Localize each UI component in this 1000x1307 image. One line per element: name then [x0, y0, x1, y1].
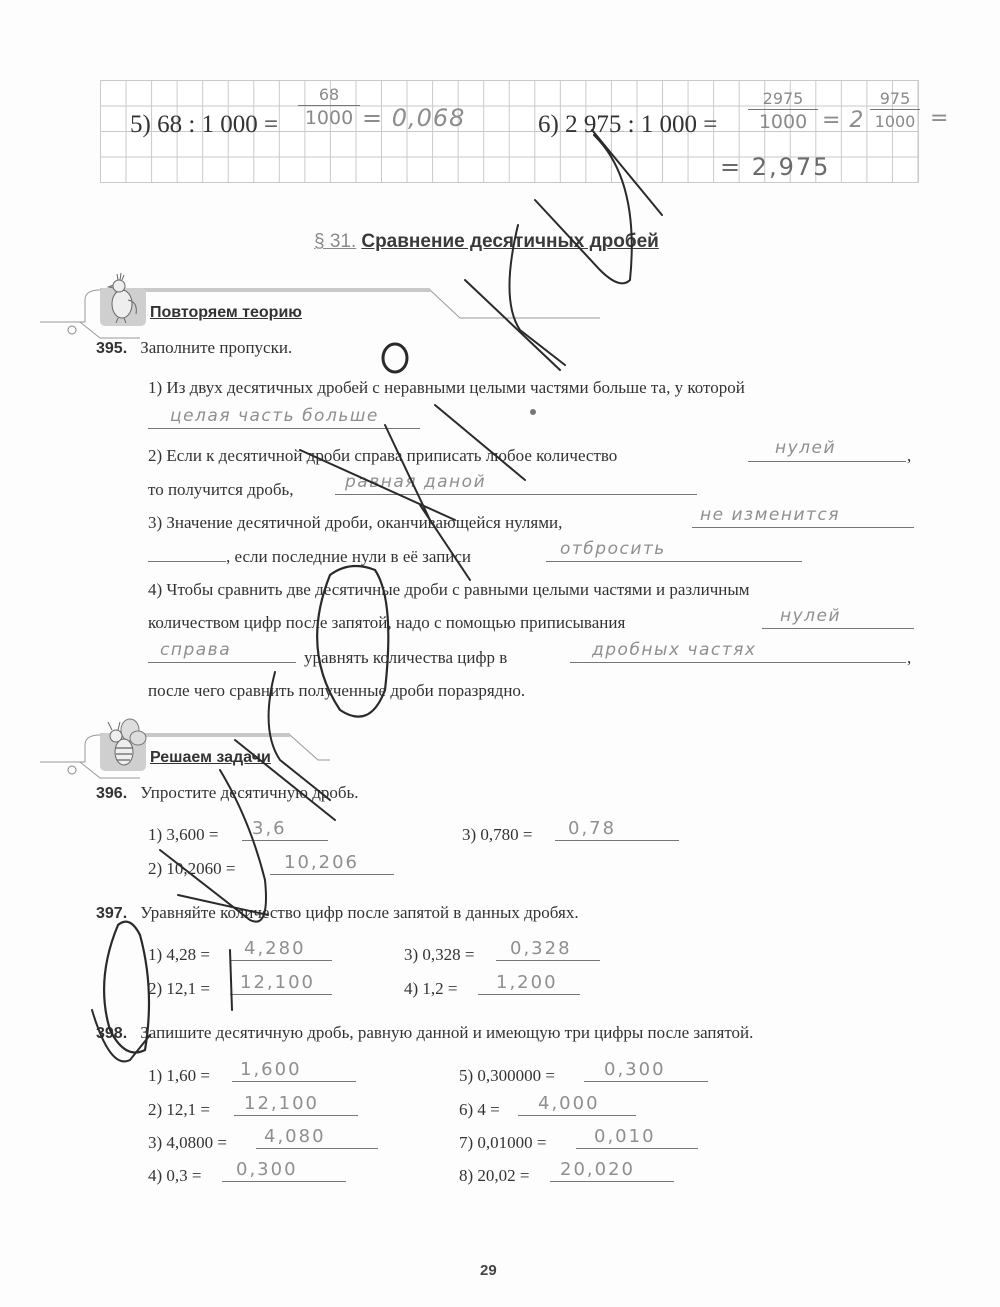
task-397-header	[96, 903, 579, 923]
task-397-item-1-answer[interactable]: 4,280	[244, 938, 306, 959]
task-395-item-4-answer-a[interactable]: нулей	[780, 606, 842, 626]
task-395-item-1-answer[interactable]: целая часть больше	[170, 406, 379, 426]
answer-line	[546, 561, 802, 562]
task-395-header	[96, 338, 292, 358]
grid-item-6-fraction	[748, 90, 818, 133]
task-398-item-1-label: 1) 1,60 =	[148, 1066, 210, 1085]
task-397-item-1-label: 1) 4,28 =	[148, 945, 210, 964]
fraction-denominator: 1000	[758, 111, 808, 133]
task-398-item-8-answer[interactable]: 20,020	[560, 1159, 635, 1180]
bird-mascot-icon	[100, 268, 146, 326]
answer-line	[232, 1081, 356, 1082]
fraction-bar	[870, 109, 920, 110]
theory-banner-title: Повторяем теорию	[150, 304, 302, 321]
task-396-item-1-label: 1) 3,600 =	[148, 825, 219, 844]
task-395-item-1-text: 1) Из двух десятичных дробей с неравными целыми частями больше та, у которой	[148, 378, 745, 397]
task-398-item-5-label: 5) 0,300000 =	[459, 1066, 555, 1085]
task-397-item-4-label: 4) 1,2 =	[404, 979, 458, 998]
answer-line	[570, 662, 906, 663]
answer-line	[576, 1148, 698, 1149]
answer-line	[230, 994, 332, 995]
task-398-item-6-answer[interactable]: 4,000	[538, 1093, 600, 1114]
section-title: Сравнение десятичных дробей	[361, 231, 659, 252]
grid-item-5-fraction	[298, 86, 360, 129]
answer-line	[148, 561, 226, 562]
task-396-item-2-answer[interactable]: 10,206	[284, 852, 359, 873]
task-396-item-2-label: 2) 10,2060 =	[148, 859, 236, 878]
grid-item-5-expression: 5) 68 : 1 000 =	[130, 111, 279, 138]
task-398-header	[96, 1023, 753, 1043]
task-398-item-1-answer[interactable]: 1,600	[240, 1059, 302, 1080]
practice-banner-title: Решаем задачи	[150, 749, 271, 766]
task-397-item-3-label: 3) 0,328 =	[404, 945, 475, 964]
task-395-item-4-answer-b[interactable]: справа	[160, 640, 232, 660]
answer-line	[496, 960, 600, 961]
grid-item-6-trailing-equals: =	[930, 106, 950, 131]
grid-item-6-mixed-fraction	[870, 90, 920, 133]
task-396-item-3-label: 3) 0,780 =	[462, 825, 533, 844]
task-395-item-2-answer-b[interactable]: равная даной	[345, 472, 487, 492]
answer-line	[222, 1181, 346, 1182]
task-395-item-4-text-b: количеством цифр после запятой, надо с помощью приписывания	[148, 613, 626, 632]
grid-item-6-mixed-whole: = 2	[822, 108, 865, 133]
answer-line	[148, 662, 296, 663]
task-398-item-2-label: 2) 12,1 =	[148, 1100, 210, 1119]
grid-item-5-result: = 0,068	[362, 104, 466, 132]
task-number: 396.	[96, 785, 128, 802]
task-395-item-3-text-b: , если последние нули в её записи	[226, 547, 472, 566]
task-396-header	[96, 783, 359, 803]
answer-line	[270, 874, 394, 875]
task-395-item-3-answer-b[interactable]: отбросить	[560, 539, 666, 559]
fraction-bar	[748, 109, 818, 110]
task-398-item-7-answer[interactable]: 0,010	[594, 1126, 656, 1147]
answer-line	[478, 994, 580, 995]
task-396-item-3-answer[interactable]: 0,78	[568, 818, 617, 839]
answer-line	[748, 461, 906, 462]
task-prompt: Заполните пропуски.	[140, 338, 293, 357]
task-397-item-4-answer[interactable]: 1,200	[496, 972, 558, 993]
task-395-item-4-text-a: 4) Чтобы сравнить две десятичные дроби с равными целыми частями и различным	[148, 580, 750, 599]
task-number: 395.	[96, 340, 128, 357]
task-398-item-4-answer[interactable]: 0,300	[236, 1159, 298, 1180]
task-395-item-2-answer-a[interactable]: нулей	[775, 438, 837, 458]
task-397-item-3-answer[interactable]: 0,328	[510, 938, 572, 959]
task-number: 398.	[96, 1025, 128, 1042]
grid-item-6-expression: 6) 2 975 : 1 000 =	[538, 111, 718, 138]
task-395-item-2-text-b: то получится дробь,	[148, 480, 294, 499]
fraction-bar	[298, 105, 360, 106]
fraction-numerator: 68	[318, 85, 340, 104]
answer-line	[555, 840, 679, 841]
fraction-denominator: 1000	[304, 107, 354, 129]
comma: ,	[907, 446, 912, 465]
task-395-item-3-text: 3) Значение десятичной дроби, оканчивающейся нулями,	[148, 513, 563, 532]
task-398-item-8-label: 8) 20,02 =	[459, 1166, 530, 1185]
task-398-item-7-label: 7) 0,01000 =	[459, 1133, 547, 1152]
comma: ,	[907, 648, 912, 667]
fraction-denominator: 1000	[874, 112, 916, 131]
answer-line	[692, 527, 914, 528]
answer-line	[518, 1115, 636, 1116]
section-number: § 31.	[314, 231, 357, 252]
task-395-item-3-answer-a[interactable]: не изменится	[700, 505, 840, 525]
task-398-item-3-answer[interactable]: 4,080	[264, 1126, 326, 1147]
answer-line	[762, 628, 914, 629]
bee-mascot-icon	[98, 714, 148, 772]
task-398-item-6-label: 6) 4 =	[459, 1100, 500, 1119]
task-prompt: Запишите десятичную дробь, равную данной и имеющую три цифры после запятой.	[140, 1023, 754, 1042]
task-prompt: Уравняйте количество цифр после запятой в данных дробях.	[140, 903, 579, 922]
task-397-item-2-answer[interactable]: 12,100	[240, 972, 315, 993]
task-395-item-4-answer-c[interactable]: дробных частях	[592, 640, 757, 660]
task-398-item-2-answer[interactable]: 12,100	[244, 1093, 319, 1114]
task-398-item-3-label: 3) 4,0800 =	[148, 1133, 227, 1152]
task-395-item-2-text: 2) Если к десятичной дроби справа приписать любое количество	[148, 446, 618, 465]
task-398-item-4-label: 4) 0,3 =	[148, 1166, 202, 1185]
grid-item-6-result: = 2,975	[720, 153, 831, 181]
section-heading	[314, 231, 659, 253]
answer-line	[550, 1181, 674, 1182]
fraction-numerator: 975	[879, 89, 911, 108]
answer-line	[234, 1115, 358, 1116]
answer-line	[230, 960, 332, 961]
answer-line	[148, 428, 420, 429]
task-395-item-4-text-c: уравнять количества цифр в	[304, 648, 508, 667]
task-prompt: Упростите десятичную дробь.	[140, 783, 359, 802]
page-number: 29	[480, 1262, 497, 1279]
task-397-item-2-label: 2) 12,1 =	[148, 979, 210, 998]
answer-line	[335, 494, 697, 495]
task-395-item-4-text-d: после чего сравнить полученные дроби поразрядно.	[148, 681, 526, 700]
task-396-item-1-answer[interactable]: 3,6	[252, 818, 287, 839]
answer-line	[584, 1081, 708, 1082]
task-number: 397.	[96, 905, 128, 922]
answer-line	[242, 840, 328, 841]
task-398-item-5-answer[interactable]: 0,300	[604, 1059, 666, 1080]
fraction-numerator: 2975	[762, 89, 804, 108]
answer-line	[256, 1148, 378, 1149]
